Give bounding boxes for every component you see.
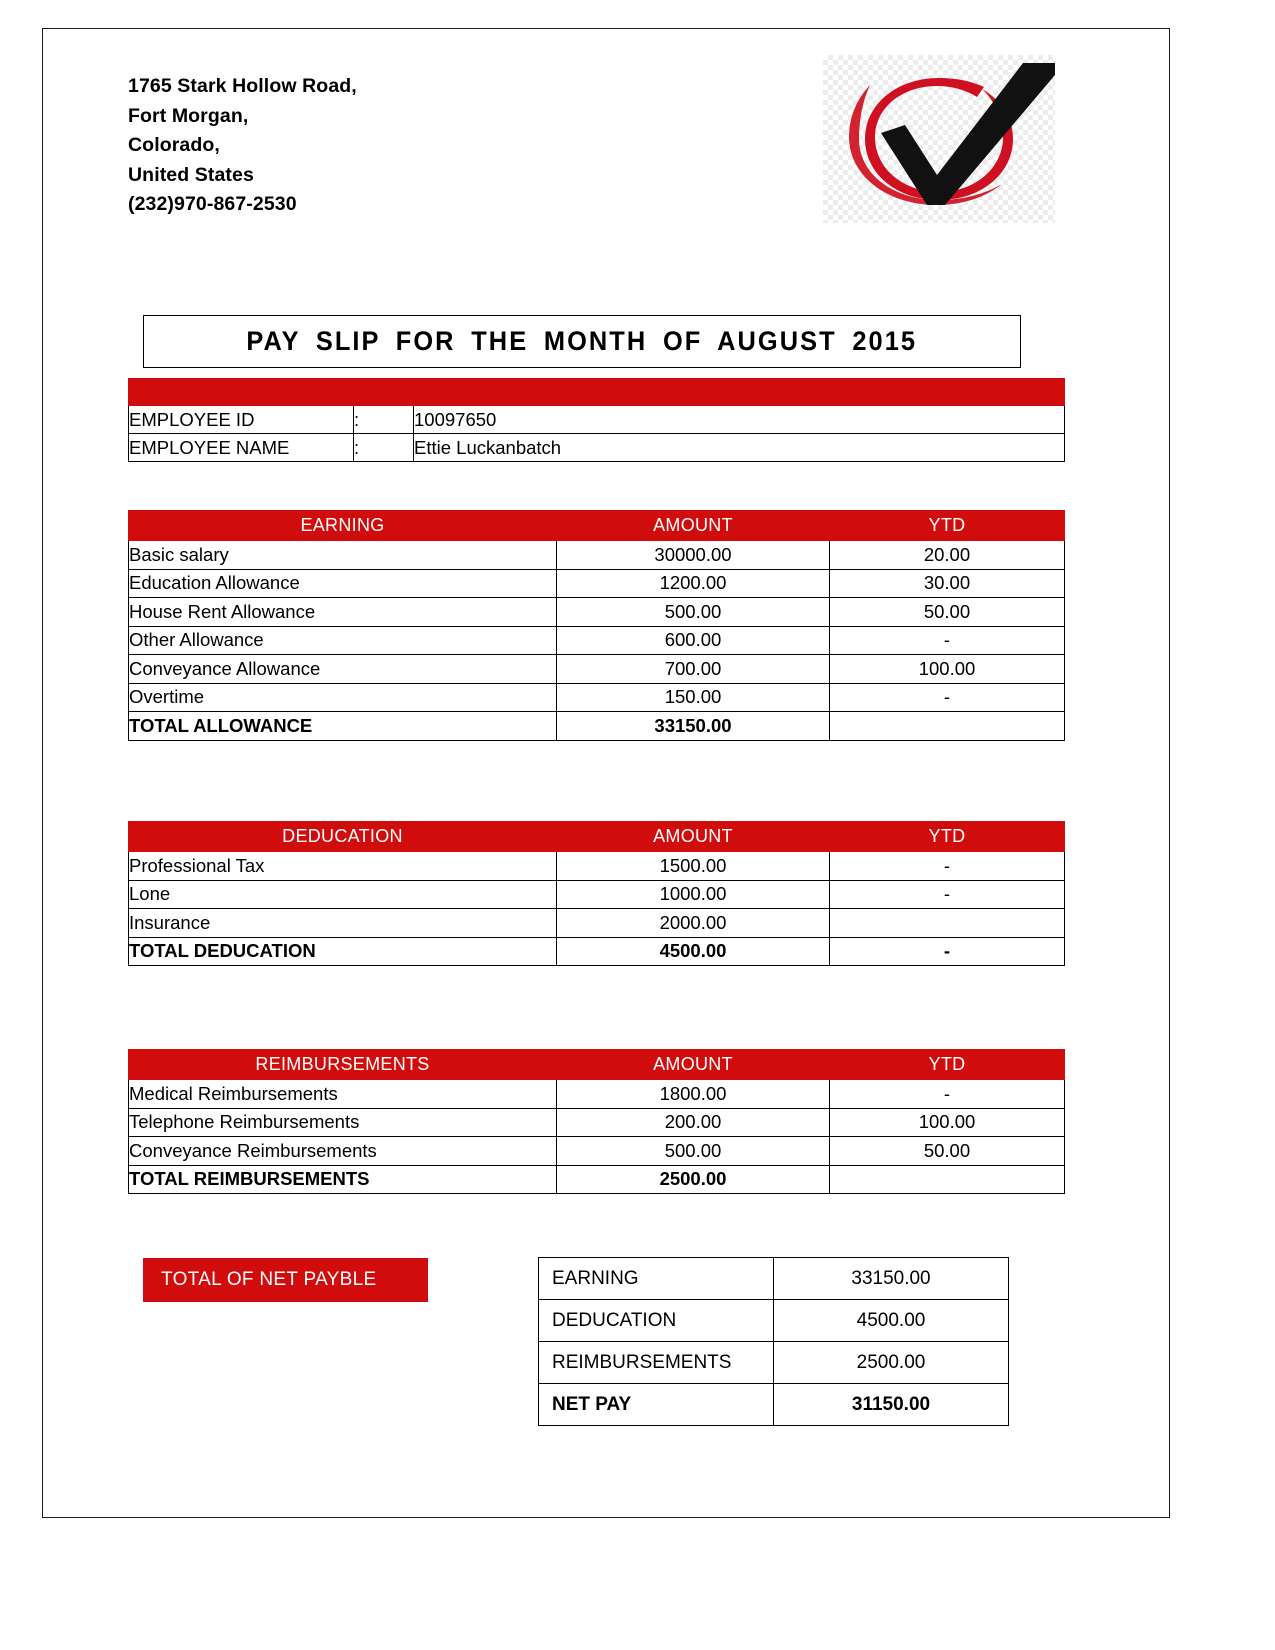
deductions-header-amount: AMOUNT [557, 822, 830, 852]
reimbursement-amount: 1800.00 [557, 1080, 830, 1109]
deduction-name: Insurance [129, 909, 557, 938]
earning-ytd: 50.00 [830, 598, 1065, 627]
deductions-total-label: TOTAL DEDUCATION [129, 937, 557, 966]
earning-ytd: 30.00 [830, 569, 1065, 598]
deductions-total-ytd: - [830, 937, 1065, 966]
address-line: Fort Morgan, [128, 104, 249, 127]
employee-red-bar [129, 379, 1065, 406]
reimbursement-amount: 500.00 [557, 1137, 830, 1166]
employee-name-label: EMPLOYEE NAME [129, 434, 354, 462]
earning-name: Basic salary [129, 541, 557, 570]
deductions-header-row [129, 822, 1065, 852]
reimbursement-name: Telephone Reimbursements [129, 1108, 557, 1137]
summary-value: 4500.00 [774, 1300, 1009, 1342]
reimbursements-header-amount: AMOUNT [557, 1050, 830, 1080]
table-row [129, 1137, 1065, 1166]
deduction-ytd: - [830, 852, 1065, 881]
table-row [129, 909, 1065, 938]
table-row [129, 541, 1065, 570]
address-line: United States [128, 163, 254, 186]
earnings-header-ytd: YTD [830, 511, 1065, 541]
company-logo [823, 55, 1055, 223]
earning-amount: 500.00 [557, 598, 830, 627]
earning-name: Overtime [129, 683, 557, 712]
red-separator-bar [129, 379, 1065, 406]
red-circle-checkmark-icon [823, 55, 1055, 223]
net-pay-label: NET PAY [539, 1384, 774, 1426]
earning-name: Other Allowance [129, 626, 557, 655]
table-row [129, 880, 1065, 909]
reimbursements-total-label: TOTAL REIMBURSEMENTS [129, 1165, 557, 1194]
earning-amount: 1200.00 [557, 569, 830, 598]
deduction-ytd: - [830, 880, 1065, 909]
reimbursements-header-ytd: YTD [830, 1050, 1065, 1080]
reimbursements-total-row [129, 1165, 1065, 1194]
earnings-header-row [129, 511, 1065, 541]
earnings-total-amount: 33150.00 [557, 712, 830, 741]
earnings-header-name: EARNING [129, 511, 557, 541]
reimbursement-name: Conveyance Reimbursements [129, 1137, 557, 1166]
earnings-table [128, 510, 1065, 741]
reimbursement-ytd: 50.00 [830, 1137, 1065, 1166]
earning-amount: 600.00 [557, 626, 830, 655]
earning-amount: 700.00 [557, 655, 830, 684]
summary-row [539, 1258, 1009, 1300]
company-address [128, 72, 357, 220]
employee-name-separator: : [354, 434, 414, 462]
reimbursement-amount: 200.00 [557, 1108, 830, 1137]
net-pay-row [539, 1384, 1009, 1426]
earning-ytd: - [830, 626, 1065, 655]
table-row [129, 626, 1065, 655]
reimbursements-header-row [129, 1050, 1065, 1080]
summary-value: 33150.00 [774, 1258, 1009, 1300]
earning-amount: 30000.00 [557, 541, 830, 570]
deductions-total-amount: 4500.00 [557, 937, 830, 966]
summary-label: REIMBURSEMENTS [539, 1342, 774, 1384]
deduction-amount: 2000.00 [557, 909, 830, 938]
summary-row [539, 1300, 1009, 1342]
summary-row [539, 1342, 1009, 1384]
earnings-header-amount: AMOUNT [557, 511, 830, 541]
address-line: Colorado, [128, 134, 220, 156]
reimbursements-header-name: REIMBURSEMENTS [129, 1050, 557, 1080]
earning-name: House Rent Allowance [129, 598, 557, 627]
page-title: PAY SLIP FOR THE MONTH OF AUGUST 2015 [246, 326, 918, 356]
deduction-ytd [830, 909, 1065, 938]
payslip-title-box [143, 315, 1021, 368]
deduction-name: Lone [129, 880, 557, 909]
deductions-header-name: DEDUCATION [129, 822, 557, 852]
employee-name-value: Ettie Luckanbatch [414, 434, 1065, 462]
reimbursements-table [128, 1049, 1065, 1194]
reimbursement-ytd: 100.00 [830, 1108, 1065, 1137]
reimbursements-total-amount: 2500.00 [557, 1165, 830, 1194]
deductions-total-row [129, 937, 1065, 966]
earnings-total-row [129, 712, 1065, 741]
earning-amount: 150.00 [557, 683, 830, 712]
table-row [129, 1080, 1065, 1109]
earning-name: Conveyance Allowance [129, 655, 557, 684]
reimbursement-name: Medical Reimbursements [129, 1080, 557, 1109]
phone-number: (232)970-867-2530 [128, 193, 297, 215]
table-row [129, 569, 1065, 598]
employee-name-row [129, 434, 1065, 462]
employee-id-label: EMPLOYEE ID [129, 406, 354, 434]
summary-value: 2500.00 [774, 1342, 1009, 1384]
earning-ytd: 100.00 [830, 655, 1065, 684]
employee-id-separator: : [354, 406, 414, 434]
earnings-total-ytd [830, 712, 1065, 741]
deduction-amount: 1000.00 [557, 880, 830, 909]
net-pay-value: 31150.00 [774, 1384, 1009, 1426]
table-row [129, 598, 1065, 627]
table-row [129, 1108, 1065, 1137]
reimbursement-ytd: - [830, 1080, 1065, 1109]
employee-id-value: 10097650 [414, 406, 1065, 434]
table-row [129, 683, 1065, 712]
deduction-name: Professional Tax [129, 852, 557, 881]
employee-info-table [128, 378, 1065, 462]
earnings-total-label: TOTAL ALLOWANCE [129, 712, 557, 741]
deductions-header-ytd: YTD [830, 822, 1065, 852]
earning-name: Education Allowance [129, 569, 557, 598]
reimbursements-total-ytd [830, 1165, 1065, 1194]
earning-ytd: - [830, 683, 1065, 712]
table-row [129, 852, 1065, 881]
total-net-payable-label: TOTAL OF NET PAYBLE [143, 1258, 428, 1302]
net-pay-summary-table [538, 1257, 1009, 1426]
deduction-amount: 1500.00 [557, 852, 830, 881]
earning-ytd: 20.00 [830, 541, 1065, 570]
deductions-table [128, 821, 1065, 966]
summary-label: DEDUCATION [539, 1300, 774, 1342]
employee-id-row [129, 406, 1065, 434]
address-line: 1765 Stark Hollow Road, [128, 75, 357, 97]
summary-label: EARNING [539, 1258, 774, 1300]
table-row [129, 655, 1065, 684]
